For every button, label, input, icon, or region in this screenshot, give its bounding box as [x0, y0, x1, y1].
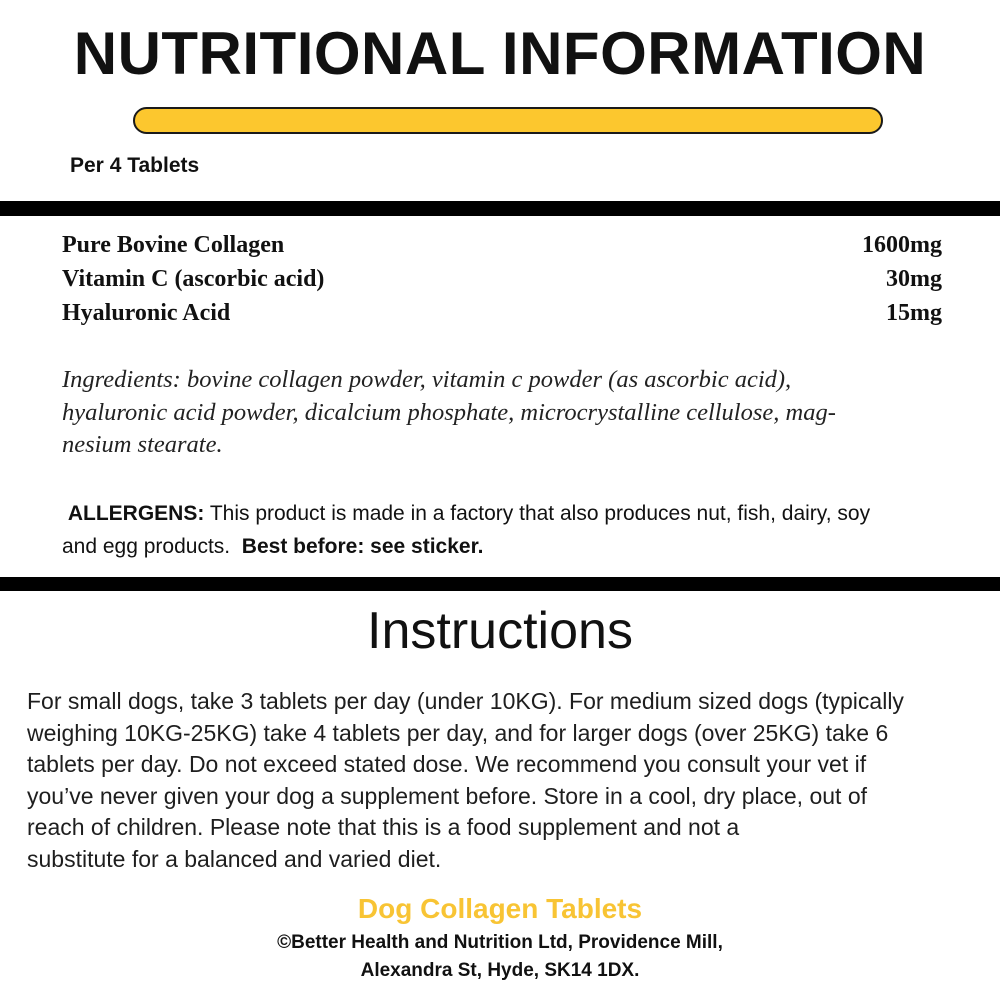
allergens-label: ALLERGENS:	[67, 502, 205, 525]
instructions-line: reach of children. Please note that this is a food supplement and not a	[27, 814, 740, 840]
instructions-line: substitute for a balanced and varied diet.	[27, 845, 442, 872]
company-line: ©Better Health and Nutrition Ltd, Providence Mill,	[277, 932, 723, 953]
instructions-line: you’ve never given your dog a supplement before. Store in a cool, dry place, out of	[27, 782, 868, 809]
ingredients-text	[62, 364, 947, 462]
company-line: Alexandra St, Hyde, SK14 1DX.	[360, 960, 640, 981]
nutrient-row	[62, 228, 942, 262]
company-address	[0, 929, 1000, 985]
page-title: NUTRITIONAL INFORMATION	[73, 20, 927, 87]
allergens-text: and egg products.	[62, 535, 231, 558]
nutrient-row	[62, 262, 942, 296]
divider-bottom	[0, 577, 1000, 591]
ingredients-line: hyaluronic acid powder, dicalcium phosphate, microcrystalline cellulose, mag-	[62, 398, 836, 426]
allergens-text: This product is made in a factory that also produces nut, fish, dairy, soy	[209, 502, 871, 525]
instructions-line: tablets per day. Do not exceed stated dose. We recommend you consult your vet if	[27, 751, 867, 777]
nutrient-name: Hyaluronic Acid	[62, 300, 231, 326]
ingredients-line: Ingredients: bovine collagen powder, vitamin c powder (as ascorbic acid),	[62, 366, 792, 393]
divider-top	[0, 201, 1000, 216]
allergens-line	[62, 497, 972, 530]
best-before: Best before: see sticker.	[241, 535, 484, 558]
nutrient-amount: 30mg	[886, 266, 942, 292]
nutrient-amount: 15mg	[886, 300, 942, 326]
nutrient-table	[62, 228, 942, 330]
instructions-heading: Instructions	[367, 602, 633, 660]
nutrient-name: Vitamin C (ascorbic acid)	[62, 266, 325, 292]
allergens-line	[62, 530, 972, 563]
instructions-line: For small dogs, take 3 tablets per day (under 10KG). For medium sized dogs (typically	[27, 688, 904, 714]
nutrient-row	[62, 296, 942, 330]
nutrient-name: Pure Bovine Collagen	[62, 232, 285, 258]
instructions-line: weighing 10KG-25KG) take 4 tablets per day, and for larger dogs (over 25KG) take 6	[27, 719, 889, 746]
allergens-statement	[62, 497, 972, 563]
accent-bar	[133, 107, 883, 134]
instructions-text	[27, 686, 977, 875]
nutrient-amount: 1600mg	[862, 232, 942, 258]
ingredients-line: nesium stearate.	[62, 431, 223, 458]
serving-size: Per 4 Tablets	[70, 154, 200, 177]
product-name: Dog Collagen Tablets	[357, 893, 643, 924]
